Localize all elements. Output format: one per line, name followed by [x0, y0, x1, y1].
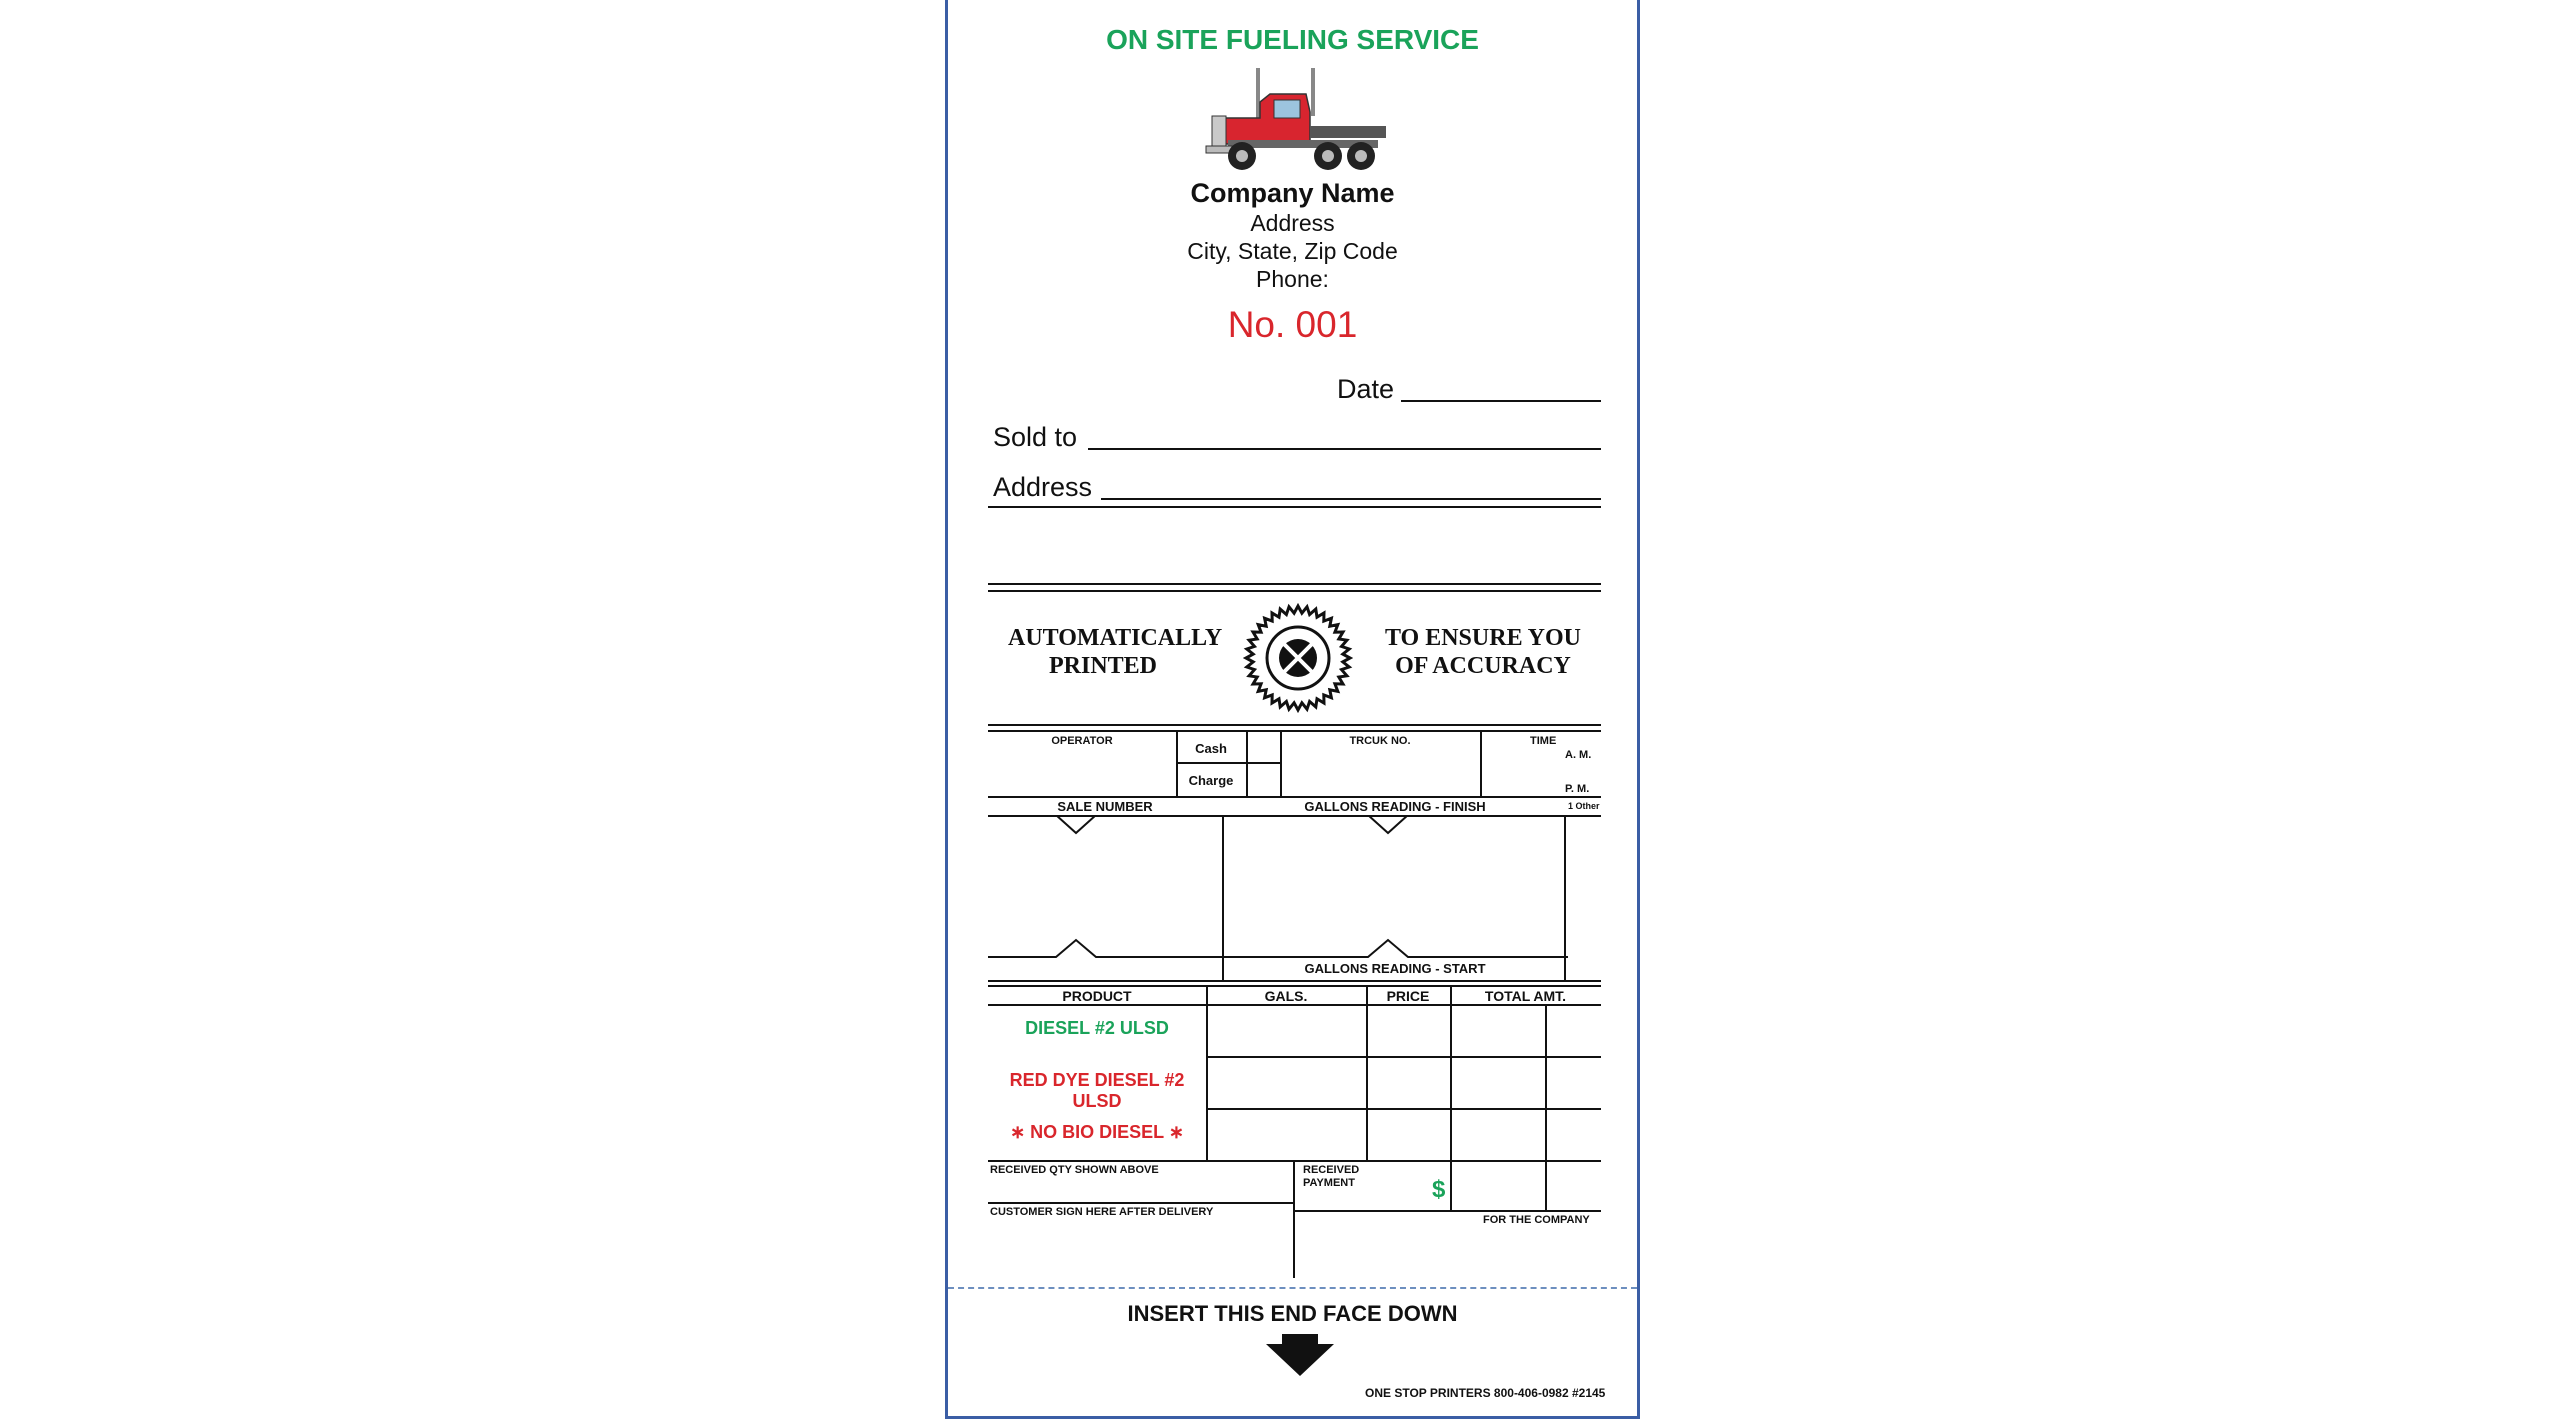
accuracy-line-2: OF ACCURACY [1395, 653, 1571, 679]
date-label: Date [1337, 374, 1395, 404]
grid-top-line-1 [988, 724, 1601, 726]
auto-printed-line-2: PRINTED [1048, 653, 1157, 679]
divider-double-2 [988, 590, 1601, 592]
gallons-finish-label: GALLONS READING - FINISH [1304, 799, 1486, 814]
sale-number-field[interactable] [988, 830, 1222, 950]
received-payment-line-2: PAYMENT [1303, 1177, 1355, 1189]
sale-number-label: SALE NUMBER [1057, 799, 1153, 814]
cash-checkbox[interactable] [1250, 736, 1276, 758]
perforation-line [948, 1287, 1637, 1289]
fuel-ticket-form [945, 0, 1640, 1419]
address-label: Address [993, 472, 1093, 502]
row-line-2 [1206, 1108, 1601, 1110]
accuracy-seal-icon [1243, 603, 1353, 713]
product-row-1: DIESEL #2 ULSD [1025, 1018, 1169, 1038]
address-line-2[interactable] [988, 506, 1601, 508]
ticket-number: No. 001 [1227, 304, 1358, 345]
am-label: A. M. [1565, 749, 1592, 761]
col-divider-total [1450, 985, 1452, 1210]
other-label: 1 Other [1568, 801, 1600, 811]
operator-label: OPERATOR [1051, 735, 1113, 747]
price-header: PRICE [1386, 988, 1430, 1004]
received-payment-label [1303, 1164, 1359, 1190]
time-label: TIME [1530, 735, 1557, 747]
cash-label: Cash [1195, 741, 1227, 756]
company-phone: Phone: [1256, 266, 1329, 292]
auto-printed-line-1: AUTOMATICALLY [1008, 625, 1223, 651]
auto-printed-text [1008, 624, 1223, 680]
charge-label: Charge [1188, 773, 1234, 788]
dollar-sign: $ [1432, 1176, 1446, 1203]
product-row-3: ∗ NO BIO DIESEL ∗ [1010, 1122, 1184, 1142]
pm-label: P. M. [1565, 783, 1590, 795]
insert-instruction: INSERT THIS END FACE DOWN [1127, 1301, 1458, 1326]
products-header-bottom [988, 1004, 1601, 1006]
for-company-label: FOR THE COMPANY [1483, 1214, 1590, 1226]
accuracy-text [1373, 624, 1593, 680]
divider-double-1 [988, 583, 1601, 585]
address-line[interactable] [1101, 498, 1601, 500]
payment-bottom-line [1293, 1210, 1601, 1212]
sold-to-line[interactable] [1088, 448, 1601, 450]
customer-sign-label: CUSTOMER SIGN HERE AFTER DELIVERY [990, 1206, 1214, 1218]
truck-no-label: TRCUK NO. [1349, 735, 1411, 747]
service-title: ON SITE FUELING SERVICE [1106, 24, 1479, 55]
printer-credit: ONE STOP PRINTERS 800-406-0982 #2145 [1365, 1386, 1606, 1400]
company-city-line: City, State, Zip Code [1187, 238, 1398, 264]
gals-header: GALS. [1264, 988, 1308, 1004]
total-header: TOTAL AMT. [1484, 988, 1567, 1004]
sold-to-label: Sold to [993, 422, 1078, 452]
sale-row-top [988, 796, 1601, 798]
received-payment-line-1: RECEIVED [1303, 1164, 1360, 1176]
company-address: Address [1250, 210, 1335, 236]
gallons-reading-field[interactable] [1224, 830, 1562, 950]
charge-checkbox[interactable] [1250, 767, 1276, 791]
down-arrow-icon [1264, 1334, 1336, 1376]
payment-amount-field[interactable] [1453, 1164, 1543, 1204]
product-header: PRODUCT [1062, 988, 1132, 1004]
truck-divider-right [1480, 730, 1482, 796]
date-line[interactable] [1401, 400, 1601, 402]
company-name: Company Name [1190, 178, 1395, 208]
col-divider-gals [1206, 985, 1208, 1160]
received-qty-label: RECEIVED QTY SHOWN ABOVE [990, 1164, 1159, 1176]
received-qty-line[interactable] [988, 1202, 1293, 1204]
grid-top-line-2 [988, 730, 1601, 732]
products-top-1 [988, 980, 1601, 982]
truck-logo-icon [1198, 66, 1393, 176]
products-top-2 [988, 985, 1601, 987]
signature-divider [1293, 1160, 1295, 1278]
cash-charge-divider [1176, 762, 1280, 764]
gallons-start-label: GALLONS READING - START [1304, 961, 1486, 976]
col-divider-price [1366, 985, 1368, 1160]
product-row-2: RED DYE DIESEL #2 ULSD [1009, 1070, 1185, 1111]
row-line-1 [1206, 1056, 1601, 1058]
col-divider-cents [1545, 1004, 1547, 1210]
accuracy-line-1: TO ENSURE YOU [1384, 625, 1582, 651]
